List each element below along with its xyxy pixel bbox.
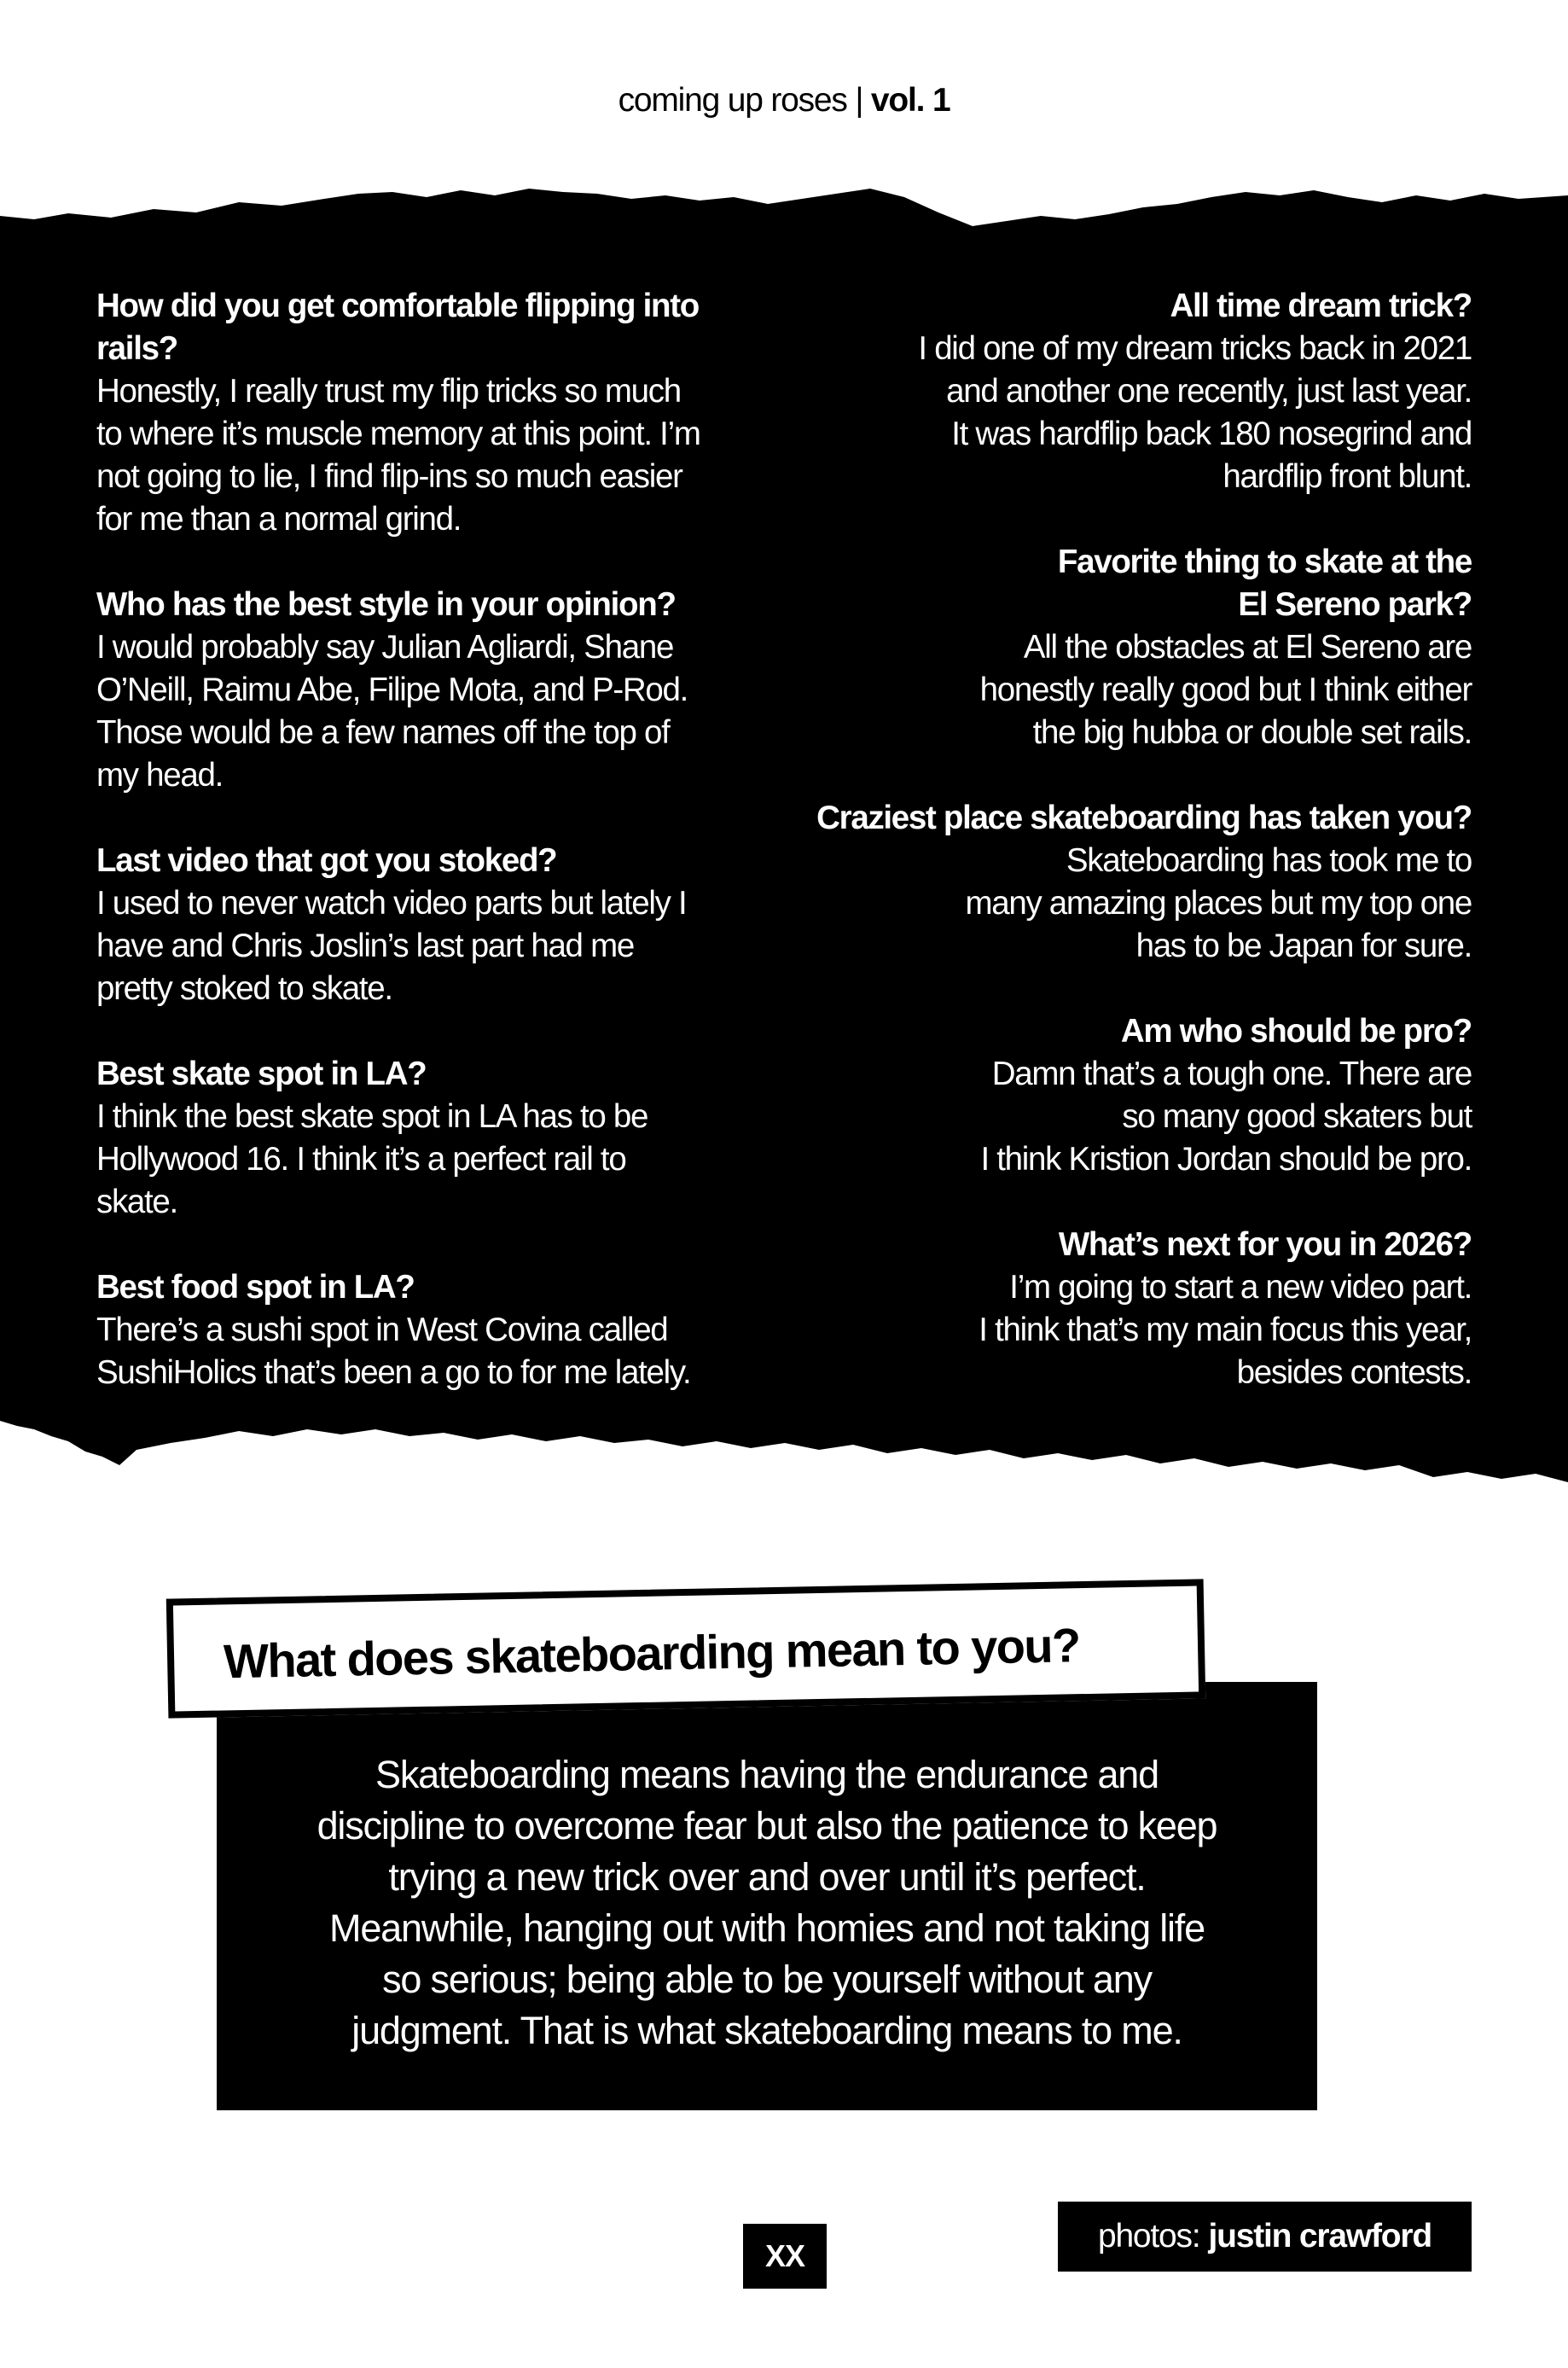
question: Best food spot in LA? (96, 1269, 415, 1306)
qa-block (721, 541, 1472, 754)
answer-line: for me than a normal grind. (96, 501, 462, 538)
answer-line: I think the best skate spot in LA has to be (96, 1098, 648, 1135)
callout-title-box (166, 1579, 1205, 1718)
answer-line: O’Neill, Raimu Abe, Filipe Mota, and P-Rod. (96, 672, 688, 708)
answer-line: I’m going to start a new video part. (1009, 1269, 1472, 1306)
answer-line: honestly really good but I think either (979, 672, 1472, 708)
credit-prefix: photos: (1097, 2218, 1200, 2255)
answer-line: Those would be a few names off the top of (96, 714, 670, 751)
masthead (0, 82, 1568, 119)
answer-line: so many good skaters but (1122, 1098, 1472, 1135)
answer-line: hardflip front blunt. (1222, 458, 1472, 495)
answer-line: pretty stoked to skate. (96, 970, 392, 1007)
credit-name: justin crawford (1208, 2218, 1432, 2255)
answer-line: I did one of my dream tricks back in 2021 (918, 330, 1472, 367)
photo-credit (1058, 2202, 1472, 2272)
question: Favorite thing to skate at the (1057, 544, 1472, 580)
answer-line: I used to never watch video parts but lately I (96, 885, 687, 922)
qa-block (96, 285, 758, 541)
answer-line: the big hubba or double set rails. (1032, 714, 1472, 751)
question: How did you get comfortable flipping into rails? (96, 288, 699, 367)
answer-line: I think Kristion Jordan should be pro. (980, 1141, 1472, 1178)
question: Best skate spot in LA? (96, 1056, 427, 1092)
question: What’s next for you in 2026? (1058, 1226, 1472, 1263)
question: Craziest place skateboarding has taken you? (816, 800, 1472, 836)
answer-line: SushiHolics that’s been a go to for me lately. (96, 1354, 691, 1391)
qa-block (721, 285, 1472, 498)
answer-line: to where it’s muscle memory at this point. I’m (96, 416, 700, 452)
answer-line: besides contests. (1236, 1354, 1472, 1391)
answer-line: not going to lie, I find flip-ins so much easier (96, 458, 682, 495)
answer-line: Honestly, I really trust my flip tricks so much (96, 373, 681, 410)
callout-title: What does skateboarding mean to you? (223, 1618, 1081, 1689)
answer-line: many amazing places but my top one (965, 885, 1472, 922)
question: El Sereno park? (1238, 586, 1472, 623)
answer-line: All the obstacles at El Sereno are (1023, 629, 1472, 666)
answer-line: It was hardflip back 180 nosegrind and (951, 416, 1472, 452)
answer-line: and another one recently, just last year. (946, 373, 1472, 410)
answer-line: Hollywood 16. I think it’s a perfect rail to (96, 1141, 626, 1178)
callout-line: Skateboarding means having the endurance and (375, 1753, 1159, 1796)
callout-line: judgment. That is what skateboarding means to me. (351, 2009, 1182, 2052)
question: Am who should be pro? (1120, 1013, 1472, 1050)
right-column (721, 285, 1472, 1437)
qa-block (96, 1266, 758, 1394)
page-number: XX (743, 2224, 827, 2289)
answer-line: skate. (96, 1184, 177, 1220)
question: Who has the best style in your opinion? (96, 586, 676, 623)
qa-block (721, 1224, 1472, 1394)
qa-block (721, 1010, 1472, 1181)
callout-body (217, 1749, 1317, 2057)
answer-line: Damn that’s a tough one. There are (991, 1056, 1472, 1092)
answer-line: I think that’s my main focus this year, (979, 1312, 1472, 1348)
answer-line: Skateboarding has took me to (1066, 842, 1472, 879)
answer-line: There’s a sushi spot in West Covina called (96, 1312, 668, 1348)
callout-line: so serious; being able to be yourself without any (382, 1958, 1152, 2001)
qa-block (96, 584, 758, 797)
question: Last video that got you stoked? (96, 842, 557, 879)
answer-line: has to be Japan for sure. (1135, 928, 1472, 964)
callout-line: Meanwhile, hanging out with homies and not taking life (329, 1906, 1205, 1950)
masthead-volume: vol. 1 (870, 82, 950, 119)
qa-block (96, 1053, 758, 1224)
masthead-title: coming up roses | (618, 82, 863, 119)
answer-line: my head. (96, 757, 223, 794)
callout-line: trying a new trick over and over until it’s perfect. (388, 1855, 1146, 1899)
answer-line: have and Chris Joslin’s last part had me (96, 928, 634, 964)
answer-line: I would probably say Julian Agliardi, Shane (96, 629, 674, 666)
qa-block (721, 797, 1472, 968)
qa-block (96, 840, 758, 1010)
left-column (96, 285, 758, 1437)
callout-line: discipline to overcome fear but also the patience to keep (317, 1804, 1217, 1847)
question: All time dream trick? (1170, 288, 1472, 324)
